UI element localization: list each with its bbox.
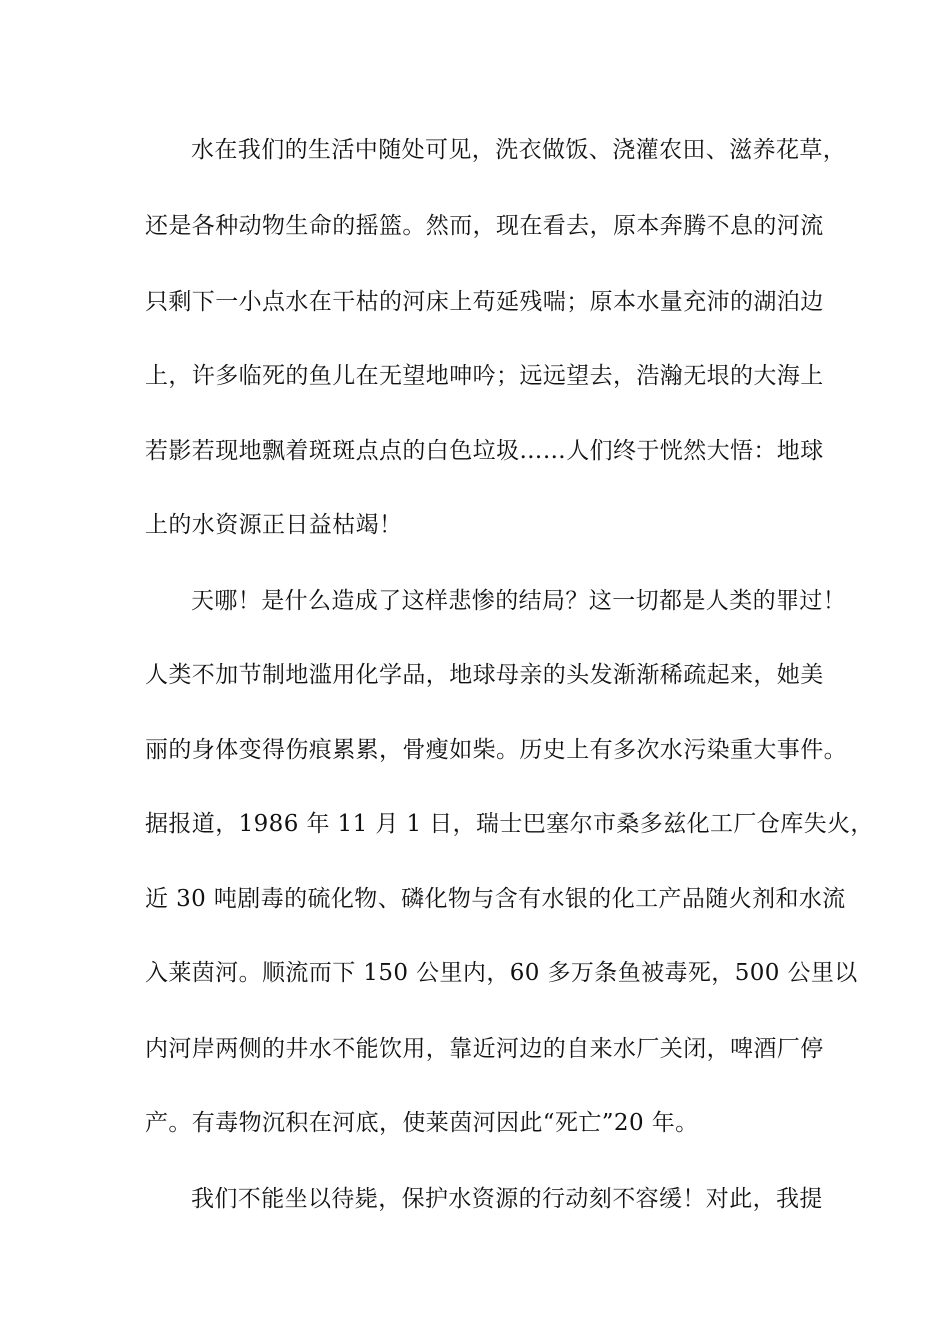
paragraph-1-line-2: 还是各种动物生命的摇篮。然而，现在看去，原本奔腾不息的河流 [145, 213, 824, 239]
paragraph-1-line-3: 只剩下一小点水在干枯的河床上苟延残喘；原本水量充沛的湖泊边 [145, 289, 824, 315]
paragraph-2-line-8: 产。有毒物沉积在河底，使莱茵河因此“死亡”20 年。 [145, 1110, 699, 1136]
paragraph-2-line-7: 内河岸两侧的井水不能饮用，靠近河边的自来水厂关闭，啤酒厂停 [145, 1036, 824, 1062]
paragraph-2-line-2: 人类不加节制地滥用化学品，地球母亲的头发渐渐稀疏起来，她美 [145, 662, 824, 688]
paragraph-2-line-4: 据报道，1986 年 11 月 1 日，瑞士巴塞尔市桑多兹化工厂仓库失火， [145, 811, 874, 837]
paragraph-1-line-4: 上，许多临死的鱼儿在无望地呻吟；远远望去，浩瀚无垠的大海上 [145, 363, 824, 389]
paragraph-2-line-3: 丽的身体变得伤痕累累，骨瘦如柴。历史上有多次水污染重大事件。 [145, 737, 847, 763]
paragraph-2-line-5: 近 30 吨剧毒的硫化物、磷化物与含有水银的化工产品随火剂和水流 [145, 886, 846, 912]
paragraph-2-line-1: 天哪！是什么造成了这样悲惨的结局？这一切都是人类的罪过！ [191, 588, 847, 614]
paragraph-3-line-1: 我们不能坐以待毙，保护水资源的行动刻不容缓！对此，我提 [191, 1186, 823, 1212]
paragraph-2-line-6: 入莱茵河。顺流而下 150 公里内，60 多万条鱼被毒死，500 公里以 [145, 960, 858, 986]
paragraph-1-line-1: 水在我们的生活中随处可见，洗衣做饭、浇灌农田、滋养花草， [191, 137, 847, 163]
paragraph-1-line-5: 若影若现地飘着斑斑点点的白色垃圾……人们终于恍然大悟：地球 [145, 438, 824, 464]
paragraph-1-line-6: 上的水资源正日益枯竭！ [145, 512, 403, 538]
